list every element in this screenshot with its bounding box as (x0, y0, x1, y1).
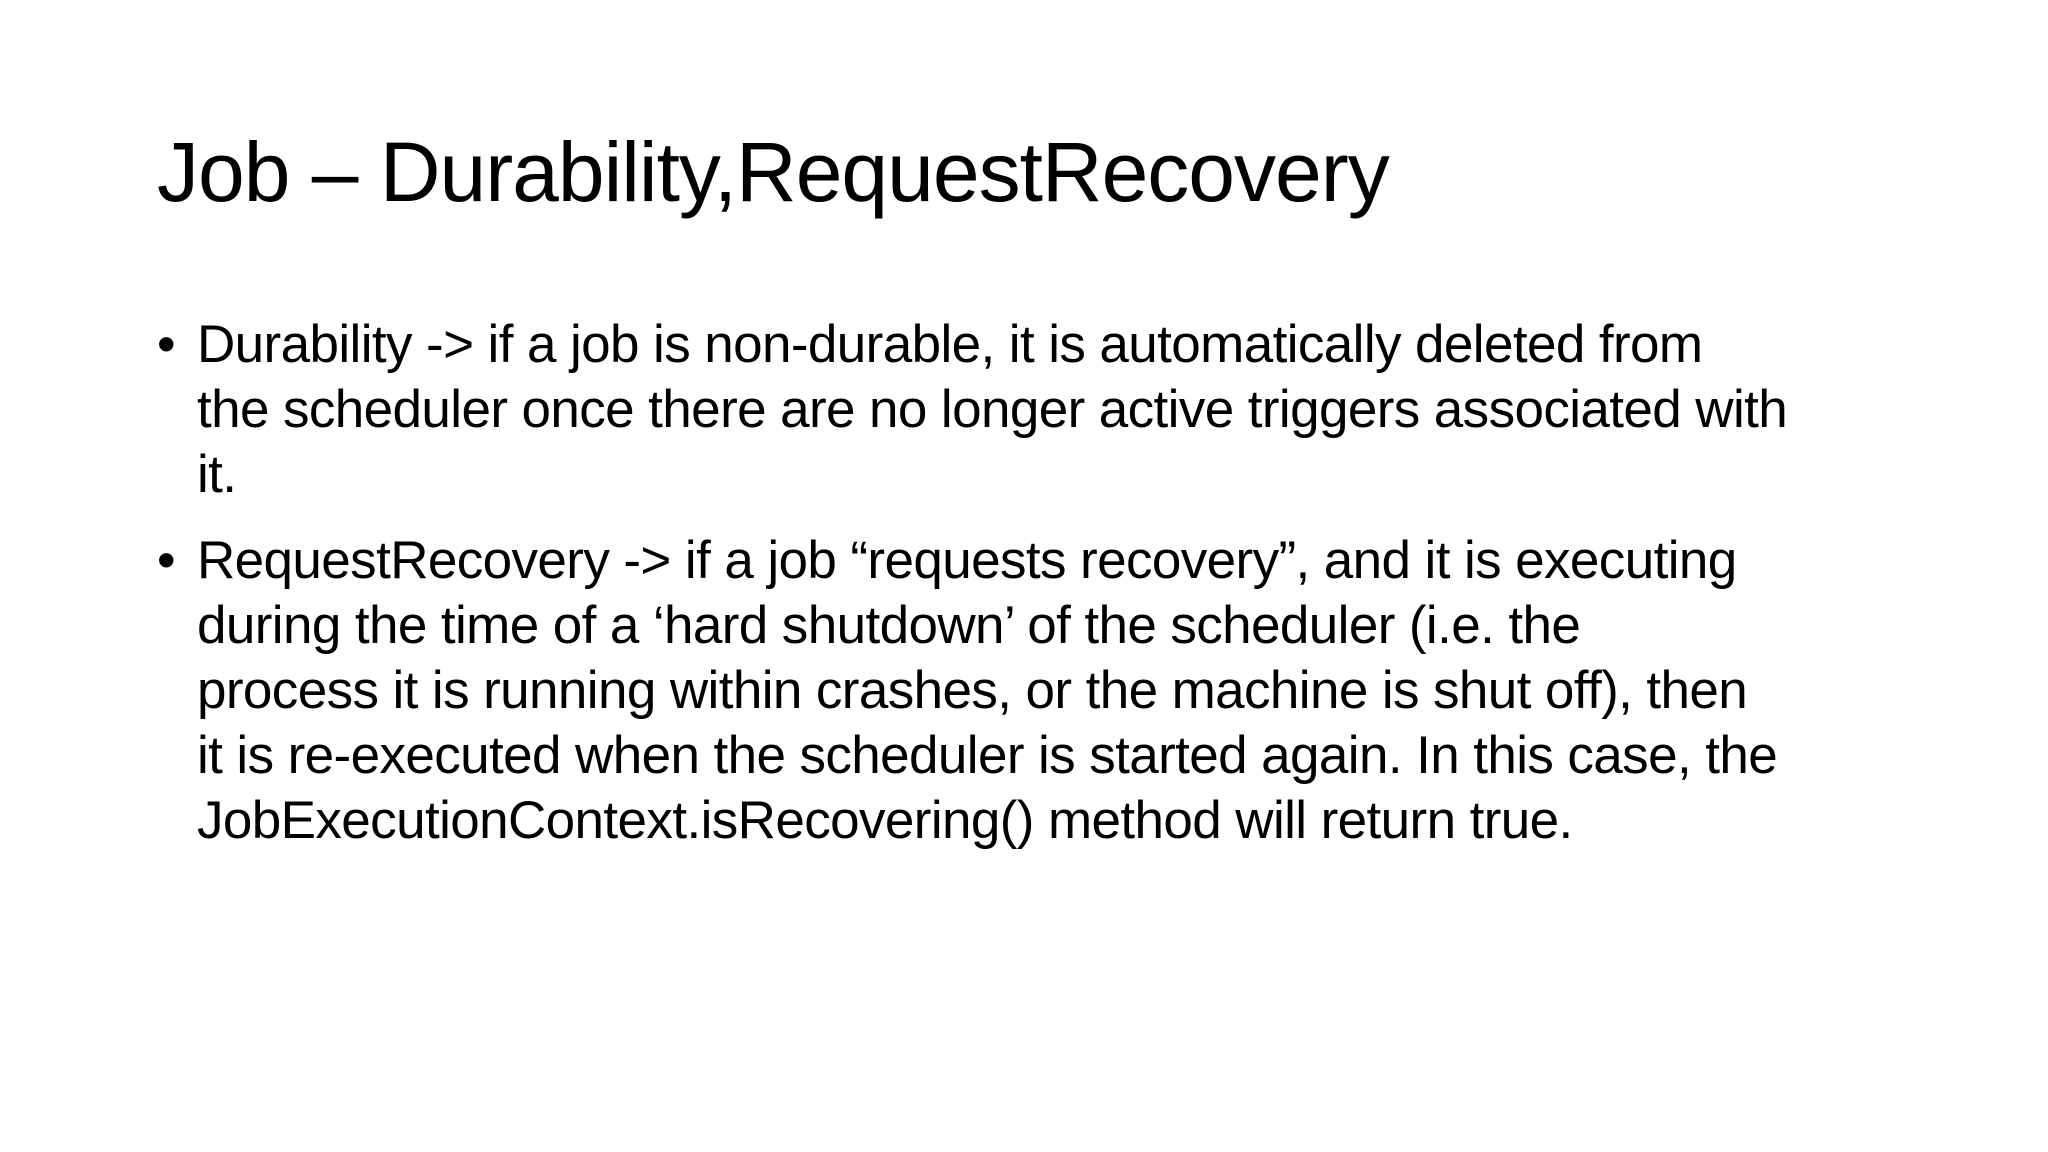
bullet-marker: • (157, 531, 175, 590)
slide-title: Job – Durability,RequestRecovery (157, 125, 1389, 219)
bullet-marker: • (157, 315, 175, 374)
bullet-item-durability (157, 312, 1917, 507)
bullet-text-line: it. (197, 445, 237, 504)
bullet-text-line: JobExecutionContext.isRecovering() method will return true. (197, 791, 1573, 850)
bullet-item-requestrecovery (157, 528, 1917, 853)
bullet-text-line: it is re-executed when the scheduler is started again. In this case, the (197, 726, 1778, 785)
bullet-list (157, 312, 1917, 853)
bullet-text-line: during the time of a ‘hard shutdown’ of the scheduler (i.e. the (197, 596, 1581, 655)
bullet-text-line: process it is running within crashes, or the machine is shut off), then (197, 661, 1748, 720)
bullet-text-line: Durability -> if a job is non-durable, it is automatically deleted from (197, 315, 1703, 374)
bullet-text-line: RequestRecovery -> if a job “requests recovery”, and it is executing (197, 531, 1737, 590)
bullet-text-line: the scheduler once there are no longer active triggers associated with (197, 380, 1788, 439)
